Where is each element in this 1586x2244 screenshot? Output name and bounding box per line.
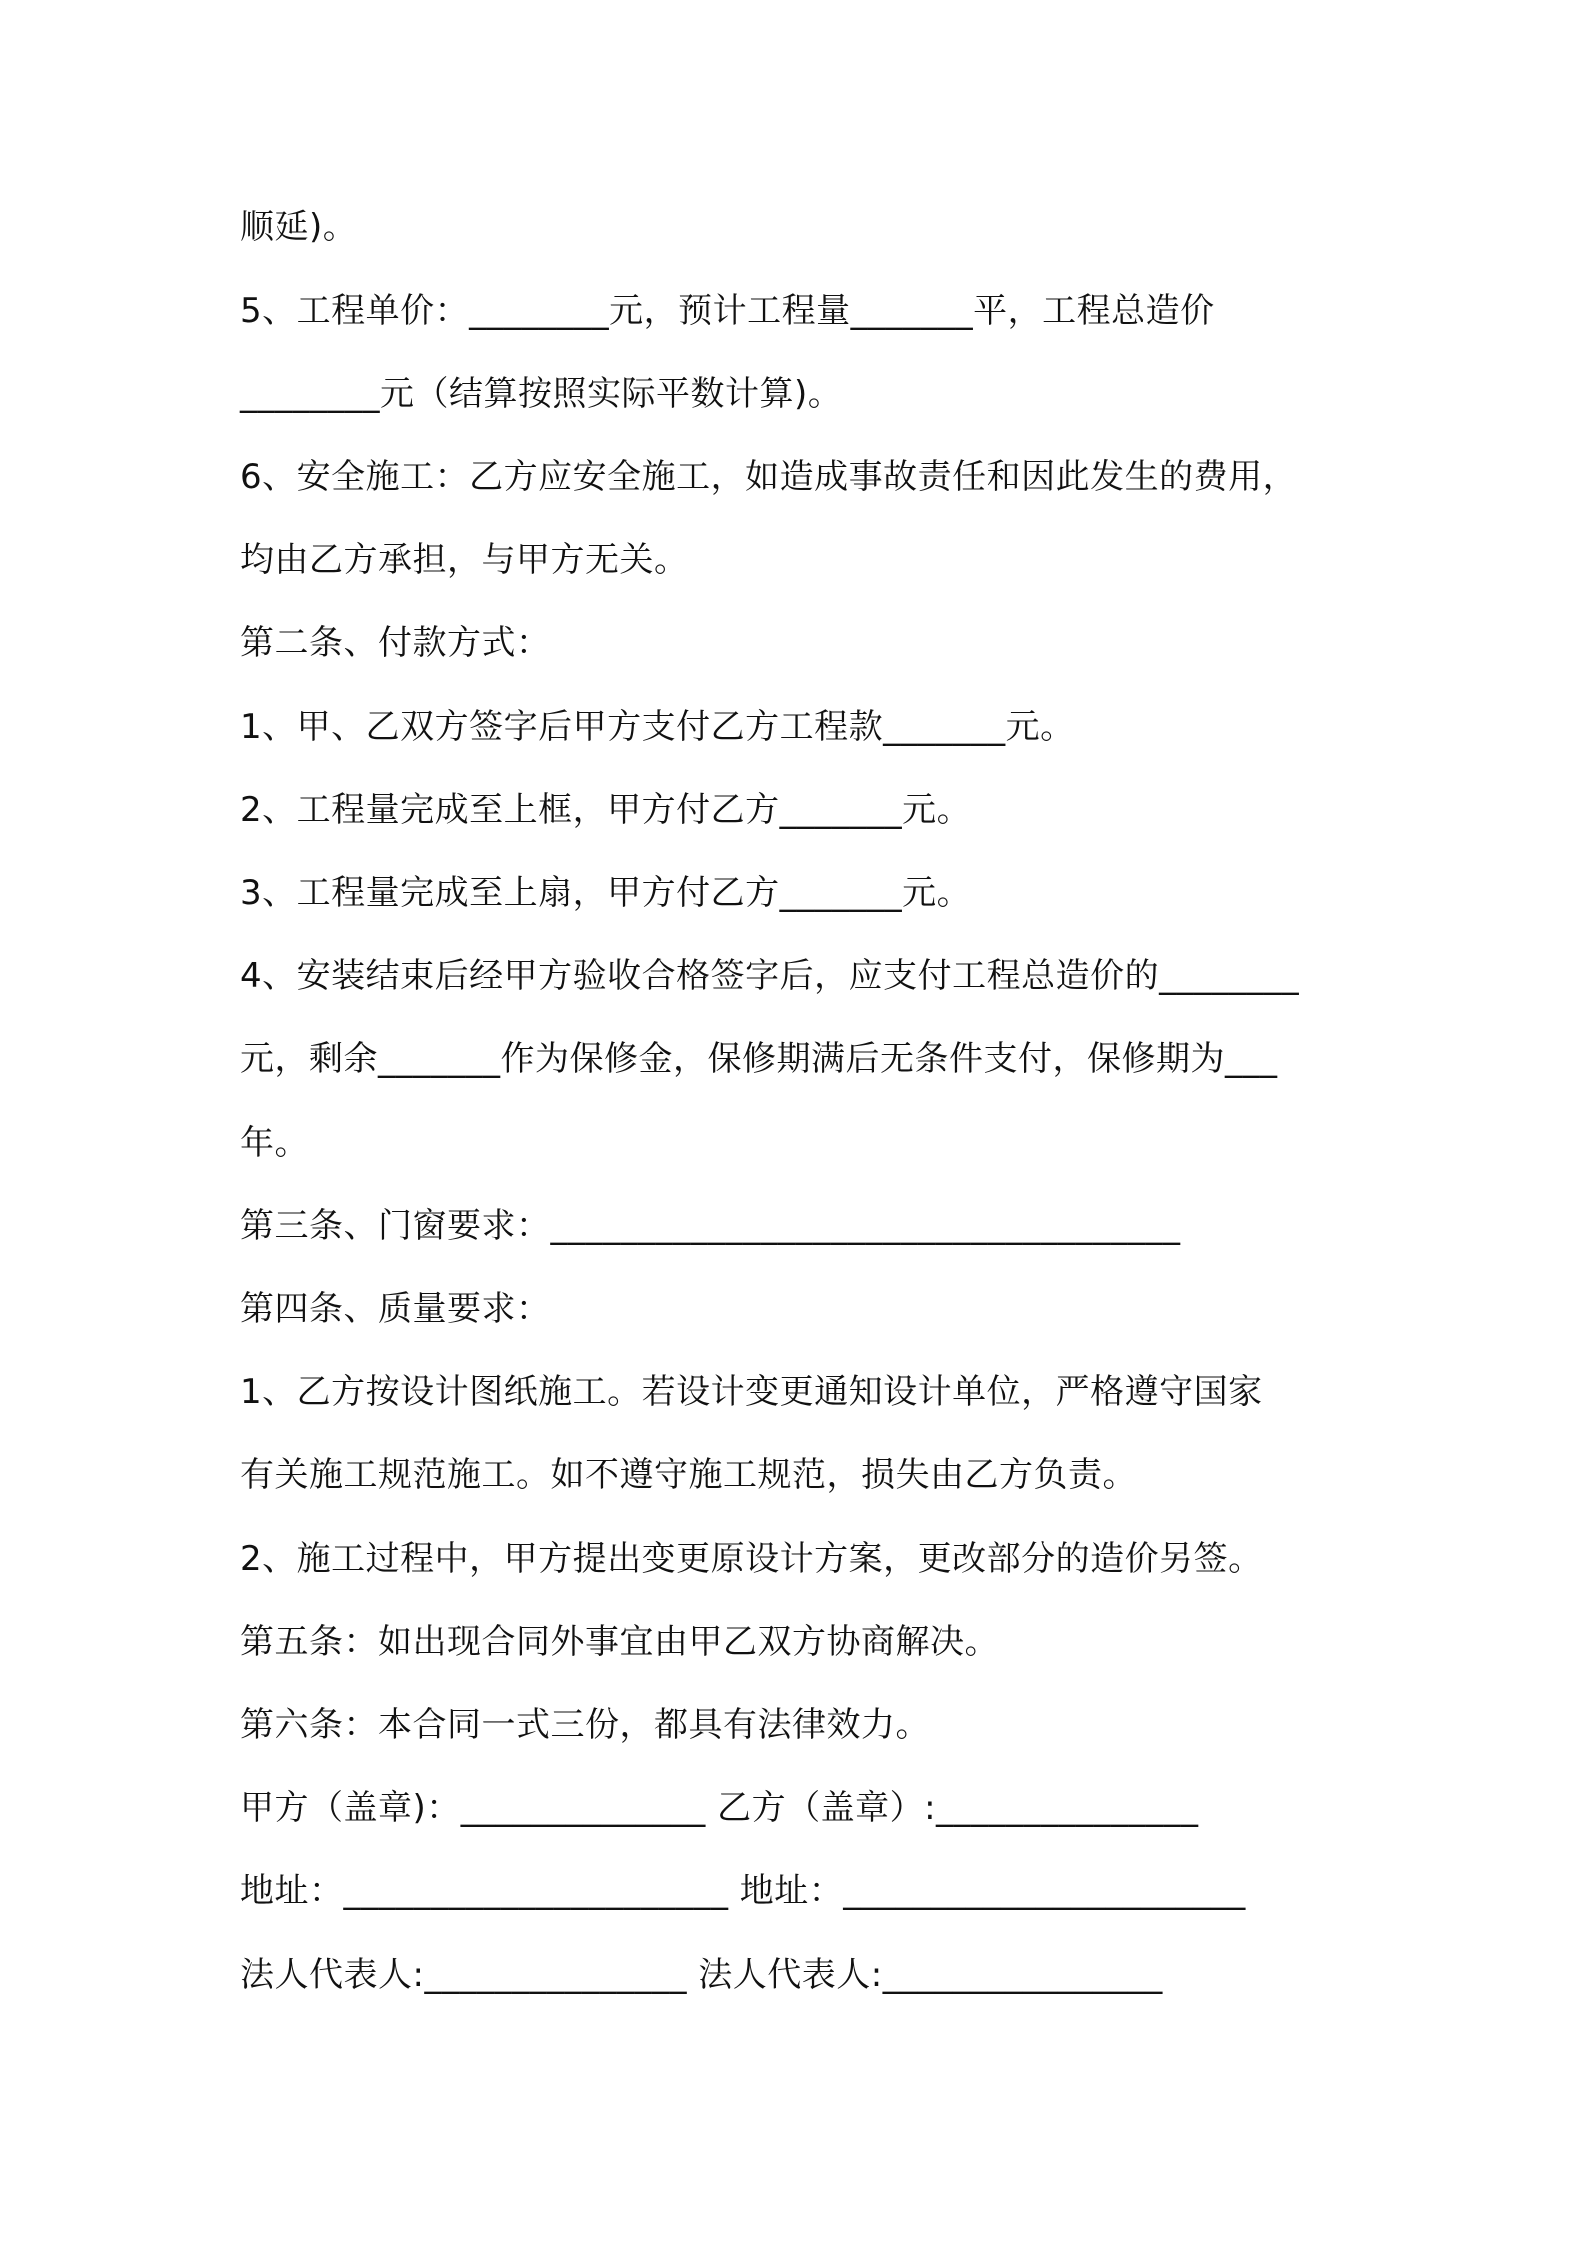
payment-item-1: 1、甲、乙双方签字后甲方支付乙方工程款_______元。: [240, 707, 1075, 747]
payment-item-4-line-2: 元，剩余_______作为保修金，保修期满后无条件支付，保修期为___: [240, 1039, 1278, 1079]
quality-item-1-line-2: 有关施工规范施工。如不遵守施工规范，损失由乙方负责。: [240, 1455, 1137, 1495]
payment-item-4-line-1: 4、安装结束后经甲方验收合格签字后，应支付工程总造价的________: [240, 956, 1300, 996]
clause-6-line-1: 6、安全施工：乙方应安全施工，如造成事故责任和因此发生的费用，: [240, 457, 1298, 497]
continuation-line: 顺延)。: [240, 207, 358, 247]
quality-item-1-line-1: 1、乙方按设计图纸施工。若设计变更通知设计单位，严格遵守国家: [240, 1372, 1263, 1412]
clause-6-line-2: 均由乙方承担，与甲方无关。: [240, 540, 689, 580]
article-3-line: 第三条、门窗要求：____________________________________: [240, 1206, 1181, 1246]
signature-address-row: 地址：______________________ 地址：_______________________: [240, 1871, 1246, 1911]
article-5-line: 第五条：如出现合同外事宜由甲乙双方协商解决。: [240, 1622, 999, 1662]
payment-item-2: 2、工程量完成至上框，甲方付乙方_______元。: [240, 790, 972, 830]
article-4-heading: 第四条、质量要求：: [240, 1289, 551, 1329]
clause-5-line-1: 5、工程单价：________元，预计工程量_______平，工程总造价: [240, 291, 1215, 331]
article-2-heading: 第二条、付款方式：: [240, 623, 551, 663]
signature-party-row: 甲方（盖章)：______________ 乙方（盖章）:_______________: [240, 1788, 1199, 1828]
clause-5-line-2: ________元（结算按照实际平数计算)。: [240, 374, 843, 414]
article-6-line: 第六条：本合同一式三份，都具有法律效力。: [240, 1705, 930, 1745]
payment-item-4-line-3: 年。: [240, 1123, 309, 1163]
signature-legal-rep-row: 法人代表人:_______________ 法人代表人:________________: [240, 1955, 1163, 1995]
quality-item-2: 2、施工过程中，甲方提出变更原设计方案，更改部分的造价另签。: [240, 1539, 1263, 1579]
payment-item-3: 3、工程量完成至上扇，甲方付乙方_______元。: [240, 873, 972, 913]
